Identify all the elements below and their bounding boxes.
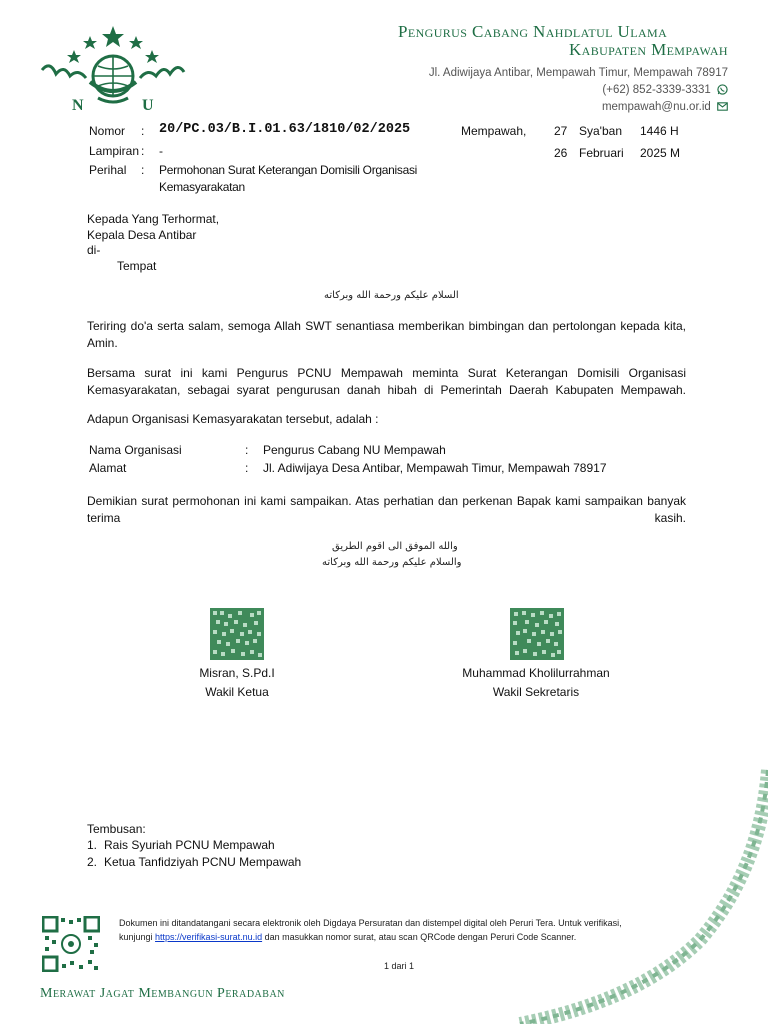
recipient-line4: Tempat bbox=[117, 259, 157, 273]
mail-icon bbox=[717, 101, 728, 112]
signatory-2-name: Muhammad Kholilurrahman bbox=[462, 666, 610, 680]
verification-note-post: dan masukkan nomor surat, atau scan QRCode dengan Peruri Code Scanner. bbox=[264, 932, 577, 942]
hijri-day: 27 bbox=[554, 124, 568, 138]
letterhead-phone bbox=[602, 84, 728, 96]
letterhead-address: Jl. Adiwijaya Antibar, Mempawah Timur, Mempawah 78917 bbox=[428, 67, 728, 79]
lampiran-label: Lampiran bbox=[89, 144, 140, 158]
lampiran-value: - bbox=[159, 144, 163, 158]
tembusan-item-1: Rais Syuriah PCNU Mempawah bbox=[104, 838, 275, 852]
recipient-line1: Kepada Yang Terhormat, bbox=[87, 212, 220, 226]
greg-year: 2025 M bbox=[640, 146, 681, 160]
hijri-month: Sya'ban bbox=[579, 124, 622, 138]
perihal-line2: Kemasyarakatan bbox=[159, 180, 245, 194]
org-name-line2: Kabupaten Mempawah bbox=[568, 40, 728, 59]
logo-letter-u: U bbox=[142, 97, 154, 114]
signatory-1-title: Wakil Ketua bbox=[205, 685, 269, 699]
email-text: mempawah@nu.or.id bbox=[601, 101, 711, 113]
place: Mempawah, bbox=[461, 124, 527, 138]
org-address-value: Jl. Adiwijaya Desa Antibar, Mempawah Timur, Mempawah 78917 bbox=[263, 461, 607, 475]
org-address-label: Alamat bbox=[89, 461, 127, 475]
body-paragraph-2: Bersama surat ini kami Pengurus PCNU Mempawah meminta Surat Keterangan Domisili Organisasi Kemasyarakatan, sebagai syarat pengurusan danah hibah di Pemerintah Daerah Kabupaten Mempawah. bbox=[87, 366, 686, 397]
tembusan-item-2: Ketua Tanfidziyah PCNU Mempawah bbox=[104, 855, 302, 869]
lampiran-sep: : bbox=[141, 144, 145, 158]
org-name-value: Pengurus Cabang NU Mempawah bbox=[263, 443, 446, 457]
nomor-value: 20/PC.03/B.I.01.63/1810/02/2025 bbox=[159, 122, 411, 137]
signatory-1-name: Misran, S.Pd.I bbox=[199, 666, 275, 680]
tembusan-number-2: 2. bbox=[87, 855, 98, 869]
qr-code-icon bbox=[42, 916, 100, 972]
body-paragraph-3: Adapun Organisasi Kemasyarakatan tersebut, adalah : bbox=[87, 412, 379, 426]
tembusan-label: Tembusan: bbox=[87, 822, 146, 836]
letterhead-email bbox=[602, 101, 728, 113]
perihal-line1: Permohonan Surat Keterangan Domisili Organisasi bbox=[159, 163, 418, 177]
logo-letter-n: N bbox=[72, 97, 84, 114]
org-name-line1: Pengurus Cabang Nahdlatul Ulama bbox=[398, 22, 668, 41]
whatsapp-icon bbox=[717, 84, 728, 95]
arabic-greeting: السلام عليكم ورحمة الله وبركاته bbox=[324, 290, 459, 301]
recipient-line3: di- bbox=[87, 243, 101, 257]
tembusan-number-1: 1. bbox=[87, 838, 98, 852]
body-paragraph-4: Demikian surat permohonan ini kami sampaikan. Atas perhatian dan perkenan Bapak kami sampaikan banyak terima kasih. bbox=[87, 494, 686, 525]
perihal-sep: : bbox=[141, 163, 145, 177]
phone-text: (+62) 852-3339-3331 bbox=[602, 84, 711, 96]
signatory-2-title: Wakil Sekretaris bbox=[492, 685, 580, 699]
perihal-label: Perihal bbox=[89, 163, 127, 177]
org-address-sep: : bbox=[245, 461, 249, 475]
verification-link[interactable]: https://verifikasi-surat.nu.id bbox=[155, 932, 263, 942]
verification-note-line1: Dokumen ini ditandatangani secara elektronik oleh Digdaya Persuratan dan distempel digital oleh Peruri Tera. Untuk verifikasi, bbox=[119, 918, 622, 928]
qr-code-icon bbox=[210, 608, 264, 660]
nu-logo bbox=[38, 24, 188, 114]
hijri-year: 1446 H bbox=[640, 124, 679, 138]
greg-month: Februari bbox=[579, 146, 624, 160]
arabic-closing-1: والله الموفق الى اقوم الطريق bbox=[332, 541, 458, 552]
verification-note-pre: kunjungi bbox=[119, 932, 153, 942]
body-paragraph-1: Teriring do'a serta salam, semoga Allah SWT senantiasa memberikan bimbingan dan pertolongan kepada kita, Amin. bbox=[87, 319, 686, 350]
verification-note-line2 bbox=[119, 932, 576, 942]
nomor-sep: : bbox=[141, 124, 145, 138]
org-name-label: Nama Organisasi bbox=[89, 443, 182, 457]
greg-day: 26 bbox=[554, 146, 568, 160]
recipient-line2: Kepala Desa Antibar bbox=[87, 228, 197, 242]
arabic-closing-2: والسلام عليكم ورحمة الله وبركاته bbox=[322, 557, 462, 568]
footer-motto: Merawat Jagat Membangun Peradaban bbox=[40, 986, 285, 1001]
org-name-sep: : bbox=[245, 443, 249, 457]
page-number: 1 dari 1 bbox=[384, 961, 415, 971]
nomor-label: Nomor bbox=[89, 124, 126, 138]
qr-code-icon bbox=[510, 608, 564, 660]
